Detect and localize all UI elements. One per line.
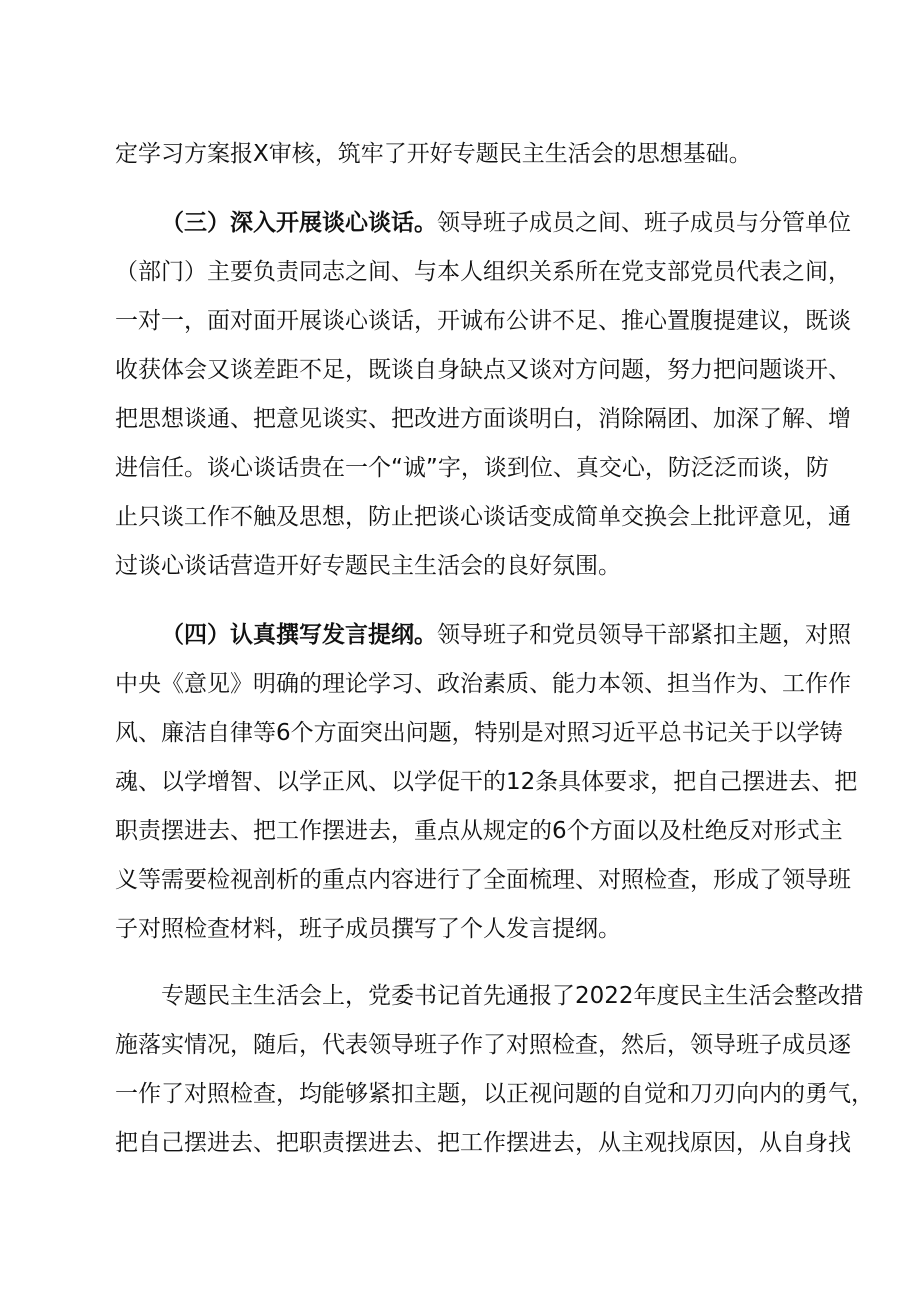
paragraph-line: 义等需要检视剖析的重点内容进行了全面梳理、对照检查，形成了领导班	[115, 867, 851, 893]
paragraph-line: 一作了对照检查，均能够紧扣主题，以正视问题的自觉和刀刃向内的勇气，	[115, 1081, 874, 1107]
paragraph-line: 魂、以学增智、以学正风、以学促干的12条具体要求，把自己摆进去、把	[115, 769, 858, 795]
paragraph-line: 施落实情况，随后，代表领导班子作了对照检查，然后，领导班子成员逐	[115, 1032, 851, 1058]
paragraph-text: 领导班子成员之间、班子成员与分管单位	[437, 210, 851, 236]
paragraph-line: 止只谈工作不触及思想，防止把谈心谈话变成简单交换会上批评意见，通	[115, 504, 851, 530]
paragraph-line: 中央《意见》明确的理论学习、政治素质、能力本领、担当作为、工作作	[115, 671, 851, 697]
paragraph-line: 职责摆进去、把工作摆进去，重点从规定的6个方面以及杜绝反对形式主	[115, 818, 843, 844]
paragraph-line: 定学习方案报X审核，筑牢了开好专题民主生活会的思想基础。	[115, 141, 752, 167]
paragraph-line: 收获体会又谈差距不足，既谈自身缺点又谈对方问题，努力把问题谈开、	[115, 357, 851, 383]
paragraph-line: 子对照检查材料，班子成员撰写了个人发言提纲。	[115, 916, 621, 942]
paragraph-text: 领导班子和党员领导干部紧扣主题，对照	[437, 622, 851, 648]
paragraph-line: 专题民主生活会上，党委书记首先通报了2022年度民主生活会整改措	[161, 983, 864, 1009]
section-heading: （三）深入开展谈心谈话。	[161, 210, 437, 236]
paragraph-line	[161, 615, 851, 655]
section-heading: （四）认真撰写发言提纲。	[161, 622, 437, 648]
paragraph-line: 风、廉洁自律等6个方面突出问题，特别是对照习近平总书记关于以学铸	[115, 720, 843, 746]
paragraph-line	[161, 203, 851, 243]
paragraph-line: 过谈心谈话营造开好专题民主生活会的良好氛围。	[115, 553, 621, 579]
paragraph-line: 一对一，面对面开展谈心谈话，开诚布公讲不足、推心置腹提建议，既谈	[115, 308, 851, 334]
paragraph-line: 把自己摆进去、把职责摆进去、把工作摆进去，从主观找原因，从自身找	[115, 1130, 851, 1156]
paragraph-line: 进信任。谈心谈话贵在一个“诚”字，谈到位、真交心，防泛泛而谈，防	[115, 455, 829, 481]
paragraph-line: 把思想谈通、把意见谈实、把改进方面谈明白，消除隔团、加深了解、增	[115, 406, 851, 432]
paragraph-line: （部门）主要负责同志之间、与本人组织关系所在党支部党员代表之间，	[115, 259, 851, 285]
